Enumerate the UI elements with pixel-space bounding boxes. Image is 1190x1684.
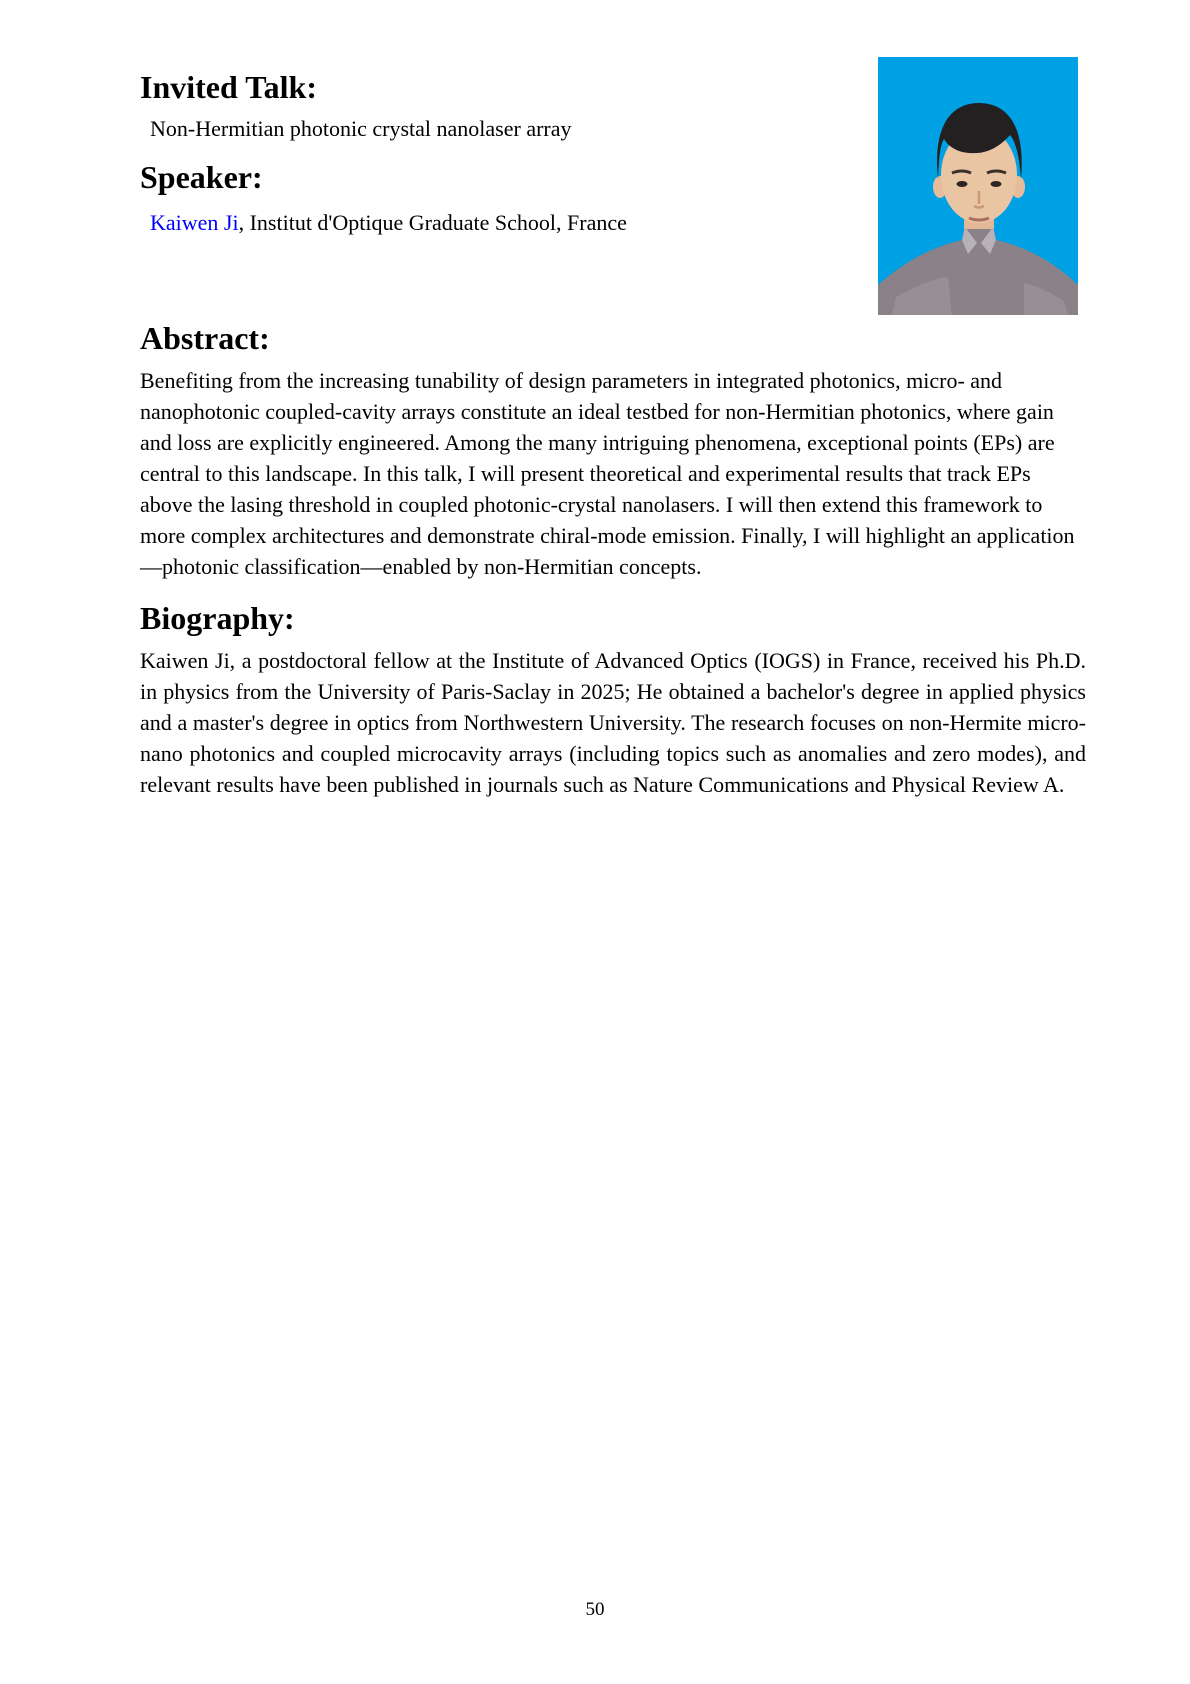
page-number: 50: [585, 1599, 605, 1620]
biography-text: Kaiwen Ji, a postdoctoral fellow at the Institute of Advanced Optics (IOGS) in France, received his Ph.D. in physics from the University of Paris-Saclay in 2025; He obtained a bachelor's degree in applied physics and a master's degree in optics from Northwestern University. The research focuses on non-Hermite micro-nano photonics and coupled microcavity arrays (including topics such as anomalies and zero modes), and relevant results have been published in journals such as Nature Communications and Physical Review A.: [140, 648, 1086, 797]
abstract-heading: Abstract:: [140, 320, 270, 356]
speaker-line: [150, 207, 627, 238]
speaker-name-link[interactable]: Kaiwen Ji: [150, 210, 239, 235]
speaker-photo: [878, 57, 1078, 315]
invited-talk-heading: Invited Talk:: [140, 69, 317, 105]
abstract-text: Benefiting from the increasing tunability of design parameters in integrated photonics, micro- and nanophotonic coupled-cavity arrays constitute an ideal testbed for non-Hermitian photonics, where gain and loss are explicitly engineered. Among the many intriguing phenomena, exceptional points (EPs) are central to this landscape. In this talk, I will present theoretical and experimental results that track EPs above the lasing threshold in coupled photonic-crystal nanolasers. I will then extend this framework to more complex architectures and demonstrate chiral-mode emission. Finally, I will highlight an application—photonic classification—enabled by non-Hermitian concepts.: [140, 368, 1075, 579]
speaker-affiliation: , Institut d'Optique Graduate School, France: [238, 210, 627, 235]
biography-heading: Biography:: [140, 600, 295, 636]
speaker-portrait-image: [878, 57, 1078, 315]
speaker-heading: Speaker:: [140, 159, 263, 195]
talk-title: Non-Hermitian photonic crystal nanolaser array: [150, 116, 572, 141]
